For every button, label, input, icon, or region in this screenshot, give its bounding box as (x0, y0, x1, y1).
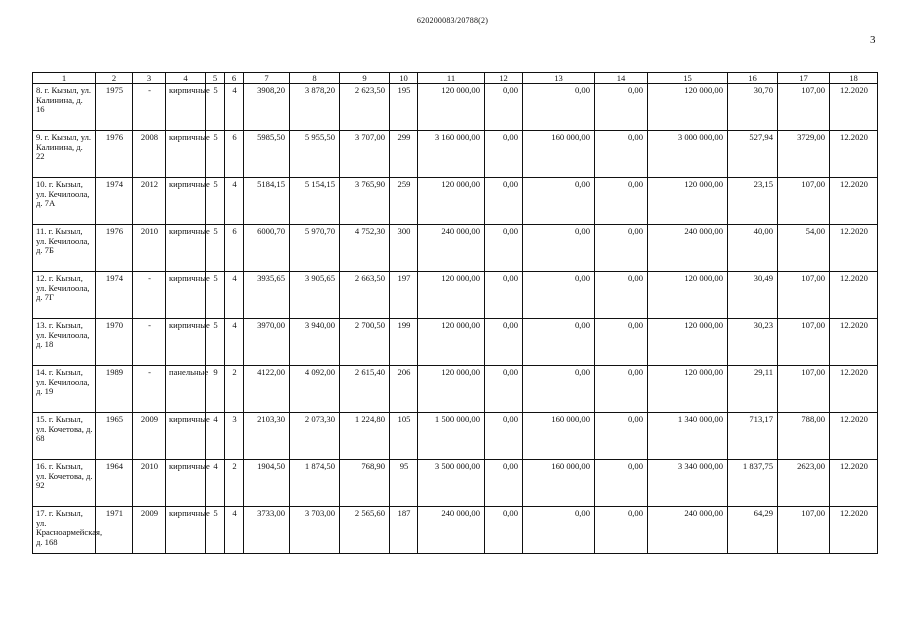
table-cell: 0,00 (595, 413, 648, 460)
table-cell: 788,00 (778, 413, 830, 460)
table-cell: 2 615,40 (340, 366, 390, 413)
table-cell: 30,23 (728, 319, 778, 366)
table-cell: 0,00 (485, 413, 523, 460)
address-cell: 8. г. Кызыл, ул. Калинина, д. 16 (33, 84, 96, 131)
table-cell: - (133, 366, 166, 413)
table-cell: 1965 (96, 413, 133, 460)
material-cell: кирпичные (166, 413, 206, 460)
table-row (33, 131, 878, 178)
column-header-16: 16 (728, 73, 778, 84)
table-cell: 0,00 (523, 507, 595, 554)
table-cell: 5 955,50 (290, 131, 340, 178)
table-cell: 4122,00 (244, 366, 290, 413)
table-cell: 0,00 (485, 84, 523, 131)
table-row (33, 366, 878, 413)
table-cell: 12.2020 (830, 272, 878, 319)
table-cell: 6 (225, 131, 244, 178)
table-row (33, 84, 878, 131)
table-cell: 120 000,00 (648, 272, 728, 319)
table-cell: 2 (225, 366, 244, 413)
table-cell: 107,00 (778, 272, 830, 319)
table-cell: - (133, 319, 166, 366)
table-cell: 240 000,00 (648, 225, 728, 272)
table-cell: 0,00 (595, 225, 648, 272)
table-cell: 3 340 000,00 (648, 460, 728, 507)
table-cell: 12.2020 (830, 84, 878, 131)
table-cell: 2 700,50 (340, 319, 390, 366)
table-cell: 0,00 (523, 225, 595, 272)
table-row (33, 460, 878, 507)
table-cell: 1975 (96, 84, 133, 131)
table-row (33, 225, 878, 272)
address-cell: 15. г. Кызыл, ул. Кочетова, д. 68 (33, 413, 96, 460)
table-cell: 0,00 (485, 272, 523, 319)
table-cell: 5 (206, 507, 225, 554)
table-cell: 1 837,75 (728, 460, 778, 507)
table-row (33, 319, 878, 366)
material-cell: кирпичные (166, 178, 206, 225)
table-cell: 95 (390, 460, 418, 507)
table-cell: 0,00 (485, 225, 523, 272)
table-cell: 3 500 000,00 (418, 460, 485, 507)
address-cell: 9. г. Кызыл, ул. Калинина, д. 22 (33, 131, 96, 178)
table-cell: 240 000,00 (418, 225, 485, 272)
column-header-12: 12 (485, 73, 523, 84)
table-cell: 527,94 (728, 131, 778, 178)
table-cell: 1989 (96, 366, 133, 413)
table-cell: 107,00 (778, 84, 830, 131)
material-cell: кирпичные (166, 319, 206, 366)
table-cell: 0,00 (485, 507, 523, 554)
table-cell: 6000,70 (244, 225, 290, 272)
housing-table (32, 72, 878, 554)
table-cell: 0,00 (485, 178, 523, 225)
column-header-9: 9 (340, 73, 390, 84)
table-cell: 4 (225, 84, 244, 131)
table-cell: 240 000,00 (418, 507, 485, 554)
column-header-5: 5 (206, 73, 225, 84)
table-cell: 768,90 (340, 460, 390, 507)
table-cell: 120 000,00 (648, 366, 728, 413)
material-cell: кирпичные (166, 84, 206, 131)
table-cell: 54,00 (778, 225, 830, 272)
table-cell: 2009 (133, 413, 166, 460)
table-cell: 2 073,30 (290, 413, 340, 460)
table-cell: 2103,30 (244, 413, 290, 460)
address-cell: 16. г. Кызыл, ул. Кочетова, д. 92 (33, 460, 96, 507)
table-cell: 3 905,65 (290, 272, 340, 319)
table-cell: 0,00 (595, 460, 648, 507)
column-header-1: 1 (33, 73, 96, 84)
table-cell: 4 092,00 (290, 366, 340, 413)
table-cell: 1974 (96, 272, 133, 319)
table-cell: 0,00 (523, 272, 595, 319)
table-cell: 6 (225, 225, 244, 272)
table-cell: 3 765,90 (340, 178, 390, 225)
table-cell: 0,00 (485, 131, 523, 178)
table-cell: 12.2020 (830, 225, 878, 272)
table-cell: 1970 (96, 319, 133, 366)
table-cell: 1 500 000,00 (418, 413, 485, 460)
table-cell: 5 (206, 131, 225, 178)
table-cell: 64,29 (728, 507, 778, 554)
table-cell: 4 (206, 413, 225, 460)
material-cell: кирпичные (166, 272, 206, 319)
table-cell: 105 (390, 413, 418, 460)
table-cell: 5 (206, 225, 225, 272)
table-cell: 240 000,00 (648, 507, 728, 554)
material-cell: кирпичные (166, 225, 206, 272)
table-cell: 160 000,00 (523, 460, 595, 507)
material-cell: панельные (166, 366, 206, 413)
column-header-3: 3 (133, 73, 166, 84)
table-cell: 1976 (96, 225, 133, 272)
column-header-2: 2 (96, 73, 133, 84)
table-cell: 2 565,60 (340, 507, 390, 554)
table-cell: 0,00 (595, 507, 648, 554)
table-cell: 5 (206, 178, 225, 225)
table-row (33, 413, 878, 460)
table-row (33, 178, 878, 225)
table-cell: 259 (390, 178, 418, 225)
table-cell: 2623,00 (778, 460, 830, 507)
table-cell: 4 (206, 460, 225, 507)
table-cell: 9 (206, 366, 225, 413)
table-cell: 3 703,00 (290, 507, 340, 554)
table-cell: 120 000,00 (418, 319, 485, 366)
table-cell: 1 874,50 (290, 460, 340, 507)
table-cell: 5 970,70 (290, 225, 340, 272)
table-cell: 12.2020 (830, 178, 878, 225)
column-header-6: 6 (225, 73, 244, 84)
table-cell: 0,00 (595, 84, 648, 131)
table-cell: 0,00 (523, 84, 595, 131)
table-cell: 1964 (96, 460, 133, 507)
table-cell: 120 000,00 (418, 178, 485, 225)
table-cell: 23,15 (728, 178, 778, 225)
table-cell: 1 340 000,00 (648, 413, 728, 460)
table-cell: 4 752,30 (340, 225, 390, 272)
table-cell: 12.2020 (830, 131, 878, 178)
column-header-4: 4 (166, 73, 206, 84)
table-cell: 0,00 (595, 178, 648, 225)
table-cell: 30,49 (728, 272, 778, 319)
table-cell: 0,00 (485, 319, 523, 366)
table-cell: 0,00 (485, 460, 523, 507)
table-cell: 1971 (96, 507, 133, 554)
table-cell: 12.2020 (830, 460, 878, 507)
table-cell: 0,00 (595, 366, 648, 413)
table-cell: 187 (390, 507, 418, 554)
table-cell: 29,11 (728, 366, 778, 413)
material-cell: кирпичные (166, 131, 206, 178)
table-cell: 120 000,00 (418, 84, 485, 131)
address-cell: 14. г. Кызыл, ул. Кечилоола, д. 19 (33, 366, 96, 413)
address-cell: 13. г. Кызыл, ул. Кечилоола, д. 18 (33, 319, 96, 366)
table-cell: 107,00 (778, 507, 830, 554)
table-cell: 2009 (133, 507, 166, 554)
column-header-7: 7 (244, 73, 290, 84)
table-cell: 160 000,00 (523, 413, 595, 460)
table-cell: - (133, 84, 166, 131)
header-row (33, 73, 878, 84)
table-cell: 5 (206, 84, 225, 131)
table-cell: 5 (206, 272, 225, 319)
material-cell: кирпичные (166, 507, 206, 554)
table-cell: 3 707,00 (340, 131, 390, 178)
table-cell: 107,00 (778, 366, 830, 413)
table-cell: 1974 (96, 178, 133, 225)
table-cell: 120 000,00 (418, 272, 485, 319)
table-cell: 0,00 (523, 319, 595, 366)
column-header-14: 14 (595, 73, 648, 84)
table-cell: 12.2020 (830, 366, 878, 413)
address-cell: 10. г. Кызыл, ул. Кечилоола, д. 7А (33, 178, 96, 225)
column-header-11: 11 (418, 73, 485, 84)
table-cell: 2008 (133, 131, 166, 178)
table-cell: 0,00 (595, 319, 648, 366)
address-cell: 12. г. Кызыл, ул. Кечилоола, д. 7Г (33, 272, 96, 319)
column-header-18: 18 (830, 73, 878, 84)
column-header-13: 13 (523, 73, 595, 84)
address-cell: 11. г. Кызыл, ул. Кечилоола, д. 7Б (33, 225, 96, 272)
column-header-15: 15 (648, 73, 728, 84)
table-row (33, 507, 878, 554)
table-cell: 3 878,20 (290, 84, 340, 131)
table-cell: 2 623,50 (340, 84, 390, 131)
table-cell: 1976 (96, 131, 133, 178)
table-cell: 120 000,00 (648, 178, 728, 225)
table-cell: 4 (225, 272, 244, 319)
table-cell: 3733,00 (244, 507, 290, 554)
table-cell: 120 000,00 (418, 366, 485, 413)
table-cell: 2012 (133, 178, 166, 225)
column-header-10: 10 (390, 73, 418, 84)
table-cell: 1904,50 (244, 460, 290, 507)
table-cell: 2 (225, 460, 244, 507)
table-cell: 2 663,50 (340, 272, 390, 319)
table-cell: 3 000 000,00 (648, 131, 728, 178)
table-cell: 5 (206, 319, 225, 366)
table-cell: 3729,00 (778, 131, 830, 178)
table-cell: 107,00 (778, 319, 830, 366)
table-cell: 3935,65 (244, 272, 290, 319)
table-cell: 120 000,00 (648, 319, 728, 366)
table-cell: 3 160 000,00 (418, 131, 485, 178)
material-cell: кирпичные (166, 460, 206, 507)
document-id: 620200083/20788(2) (416, 16, 489, 25)
table-cell: 30,70 (728, 84, 778, 131)
table-row (33, 272, 878, 319)
table-cell: 4 (225, 507, 244, 554)
table-cell: 0,00 (523, 178, 595, 225)
address-cell: 17. г. Кызыл, ул. Красноармейская, д. 168 (33, 507, 96, 554)
table-cell: - (133, 272, 166, 319)
table-cell: 12.2020 (830, 507, 878, 554)
table-cell: 0,00 (595, 272, 648, 319)
table-cell: 4 (225, 319, 244, 366)
column-header-17: 17 (778, 73, 830, 84)
table-cell: 12.2020 (830, 319, 878, 366)
table-cell: 195 (390, 84, 418, 131)
table-cell: 713,17 (728, 413, 778, 460)
page-number: 3 (870, 34, 876, 46)
table-cell: 197 (390, 272, 418, 319)
table-cell: 4 (225, 178, 244, 225)
table-cell: 0,00 (523, 366, 595, 413)
table-cell: 2010 (133, 225, 166, 272)
table-cell: 3 940,00 (290, 319, 340, 366)
table-cell: 3908,20 (244, 84, 290, 131)
table-cell: 5184,15 (244, 178, 290, 225)
column-header-8: 8 (290, 73, 340, 84)
table-cell: 206 (390, 366, 418, 413)
table-cell: 300 (390, 225, 418, 272)
table-cell: 299 (390, 131, 418, 178)
table-cell: 160 000,00 (523, 131, 595, 178)
table-cell: 0,00 (595, 131, 648, 178)
table-cell: 5 154,15 (290, 178, 340, 225)
table-cell: 2010 (133, 460, 166, 507)
table-cell: 12.2020 (830, 413, 878, 460)
table-cell: 0,00 (485, 366, 523, 413)
table-cell: 120 000,00 (648, 84, 728, 131)
table-cell: 1 224,80 (340, 413, 390, 460)
table-cell: 107,00 (778, 178, 830, 225)
table-cell: 3 (225, 413, 244, 460)
table-cell: 5985,50 (244, 131, 290, 178)
table-cell: 199 (390, 319, 418, 366)
table-cell: 3970,00 (244, 319, 290, 366)
table-cell: 40,00 (728, 225, 778, 272)
